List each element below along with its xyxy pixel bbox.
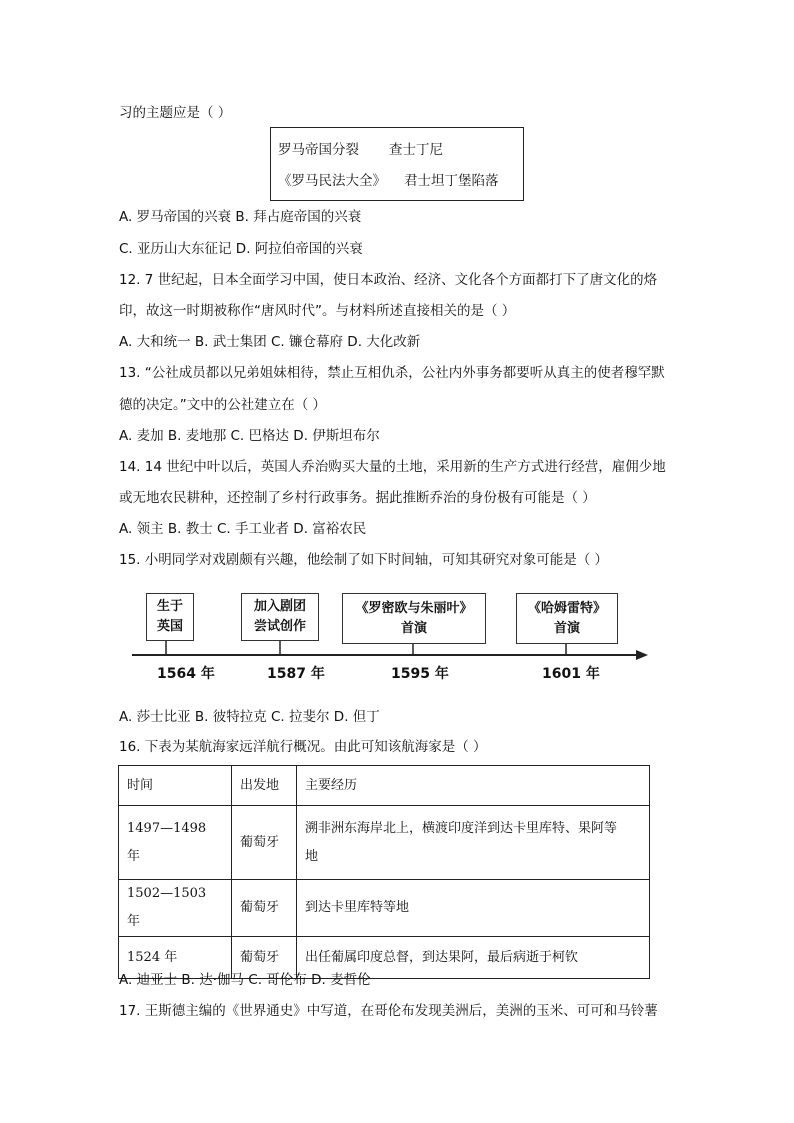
q15-options: A. 莎士比亚 B. 彼特拉克 C. 拉斐尔 D. 但丁 bbox=[119, 709, 380, 725]
q16-stem: 16. 下表为某航海家远洋航行概况。由此可知该航海家是（ ） bbox=[119, 739, 487, 755]
timeline-year: 1595 年 bbox=[391, 666, 449, 682]
q16-navigator-table bbox=[118, 765, 650, 979]
table-header-row bbox=[119, 766, 650, 806]
table-cell: 葡萄牙 bbox=[232, 880, 297, 937]
q11-box-item: 罗马帝国分裂 bbox=[278, 142, 359, 158]
q12-options: A. 大和统一 B. 武士集团 C. 镰仓幕府 D. 大化改新 bbox=[119, 334, 421, 350]
table-cell: 1497—1498 年 bbox=[119, 806, 232, 880]
q16-options: A. 迪亚士 B. 达·伽马 C. 哥伦布 D. 麦哲伦 bbox=[119, 972, 371, 988]
table-cell-text: 溯非洲东海岸北上，横渡印度洋到达卡里库特、果阿等 bbox=[305, 820, 618, 836]
timeline-event-text: 加入剧团 bbox=[253, 599, 306, 614]
q14-stem-line1: 14. 14 世纪中叶以后，英国人乔治购买大量的土地，采用新的生产方式进行经营，雇佣少地 bbox=[119, 459, 666, 475]
q14-stem-line2: 或无地农民耕种，还控制了乡村行政事务。据此推断乔治的身份极有可能是（ ） bbox=[119, 490, 596, 506]
q12-stem-line2: 印，故这一时期被称作“唐风时代”。与材料所述直接相关的是（ ） bbox=[119, 303, 516, 319]
timeline-year: 1564 年 bbox=[157, 666, 215, 682]
q15-stem: 15. 小明同学对戏剧颇有兴趣，他绘制了如下时间轴，可知其研究对象可能是（ ） bbox=[119, 552, 609, 568]
q11-options-ab: A. 罗马帝国的兴衰 B. 拜占庭帝国的兴衰 bbox=[119, 209, 362, 225]
q13-stem-line2: 德的决定。”文中的公社建立在（ ） bbox=[119, 397, 327, 413]
timeline-event-text: 生于 bbox=[156, 599, 183, 614]
table-header-cell: 时间 bbox=[119, 766, 232, 806]
table-cell-text: 地 bbox=[305, 848, 319, 864]
table-header-cell: 出发地 bbox=[232, 766, 297, 806]
q17-stem-line1: 17. 王斯德主编的《世界通史》中写道，在哥伦布发现美洲后，美洲的玉米、可可和马铃薯 bbox=[119, 1003, 658, 1019]
q11-box-item: 君士坦丁堡陷落 bbox=[404, 173, 499, 189]
table-cell: 1502—1503 年 bbox=[119, 880, 232, 937]
q13-options: A. 麦加 B. 麦地那 C. 巴格达 D. 伊斯坦布尔 bbox=[119, 428, 380, 444]
table-row bbox=[119, 880, 650, 937]
timeline-arrow-icon bbox=[636, 650, 648, 660]
q11-stem-tail: 习的主题应是（ ） bbox=[119, 105, 232, 121]
q12-stem-line1: 12. 7 世纪起，日本全面学习中国，使日本政治、经济、文化各个方面都打下了唐文化的烙 bbox=[119, 272, 658, 288]
timeline-event-text: 首演 bbox=[400, 620, 427, 636]
q11-box-item: 查士丁尼 bbox=[389, 142, 443, 158]
table-cell bbox=[297, 806, 650, 880]
q11-box-item: 《罗马民法大全》 bbox=[278, 173, 386, 189]
table-cell: 到达卡里库特等地 bbox=[297, 880, 650, 937]
timeline-event-text: 《罗密欧与朱丽叶》 bbox=[355, 600, 473, 616]
table-cell: 葡萄牙 bbox=[232, 937, 297, 979]
table-row bbox=[119, 806, 650, 880]
table-header-cell: 主要经历 bbox=[297, 766, 650, 806]
timeline-event-text: 英国 bbox=[156, 619, 183, 634]
q11-options-cd: C. 亚历山大东征记 D. 阿拉伯帝国的兴衰 bbox=[119, 241, 363, 257]
timeline-year: 1601 年 bbox=[542, 666, 600, 682]
table-cell: 葡萄牙 bbox=[232, 806, 297, 880]
timeline-event-text: 《哈姆雷特》 bbox=[527, 600, 606, 616]
table-cell: 出任葡属印度总督，到达果阿，最后病逝于柯钦 bbox=[297, 937, 650, 979]
q13-stem-line1: 13. “公社成员都以兄弟姐妹相待，禁止互相仇杀，公社内外事务都要听从真主的使者穆罕默 bbox=[119, 365, 665, 381]
timeline-year: 1587 年 bbox=[267, 666, 325, 682]
timeline-event-text: 首演 bbox=[553, 620, 580, 636]
table-cell: 1524 年 bbox=[119, 937, 232, 979]
q14-options: A. 领主 B. 教士 C. 手工业者 D. 富裕农民 bbox=[119, 521, 367, 537]
timeline-event-text: 尝试创作 bbox=[253, 619, 306, 634]
